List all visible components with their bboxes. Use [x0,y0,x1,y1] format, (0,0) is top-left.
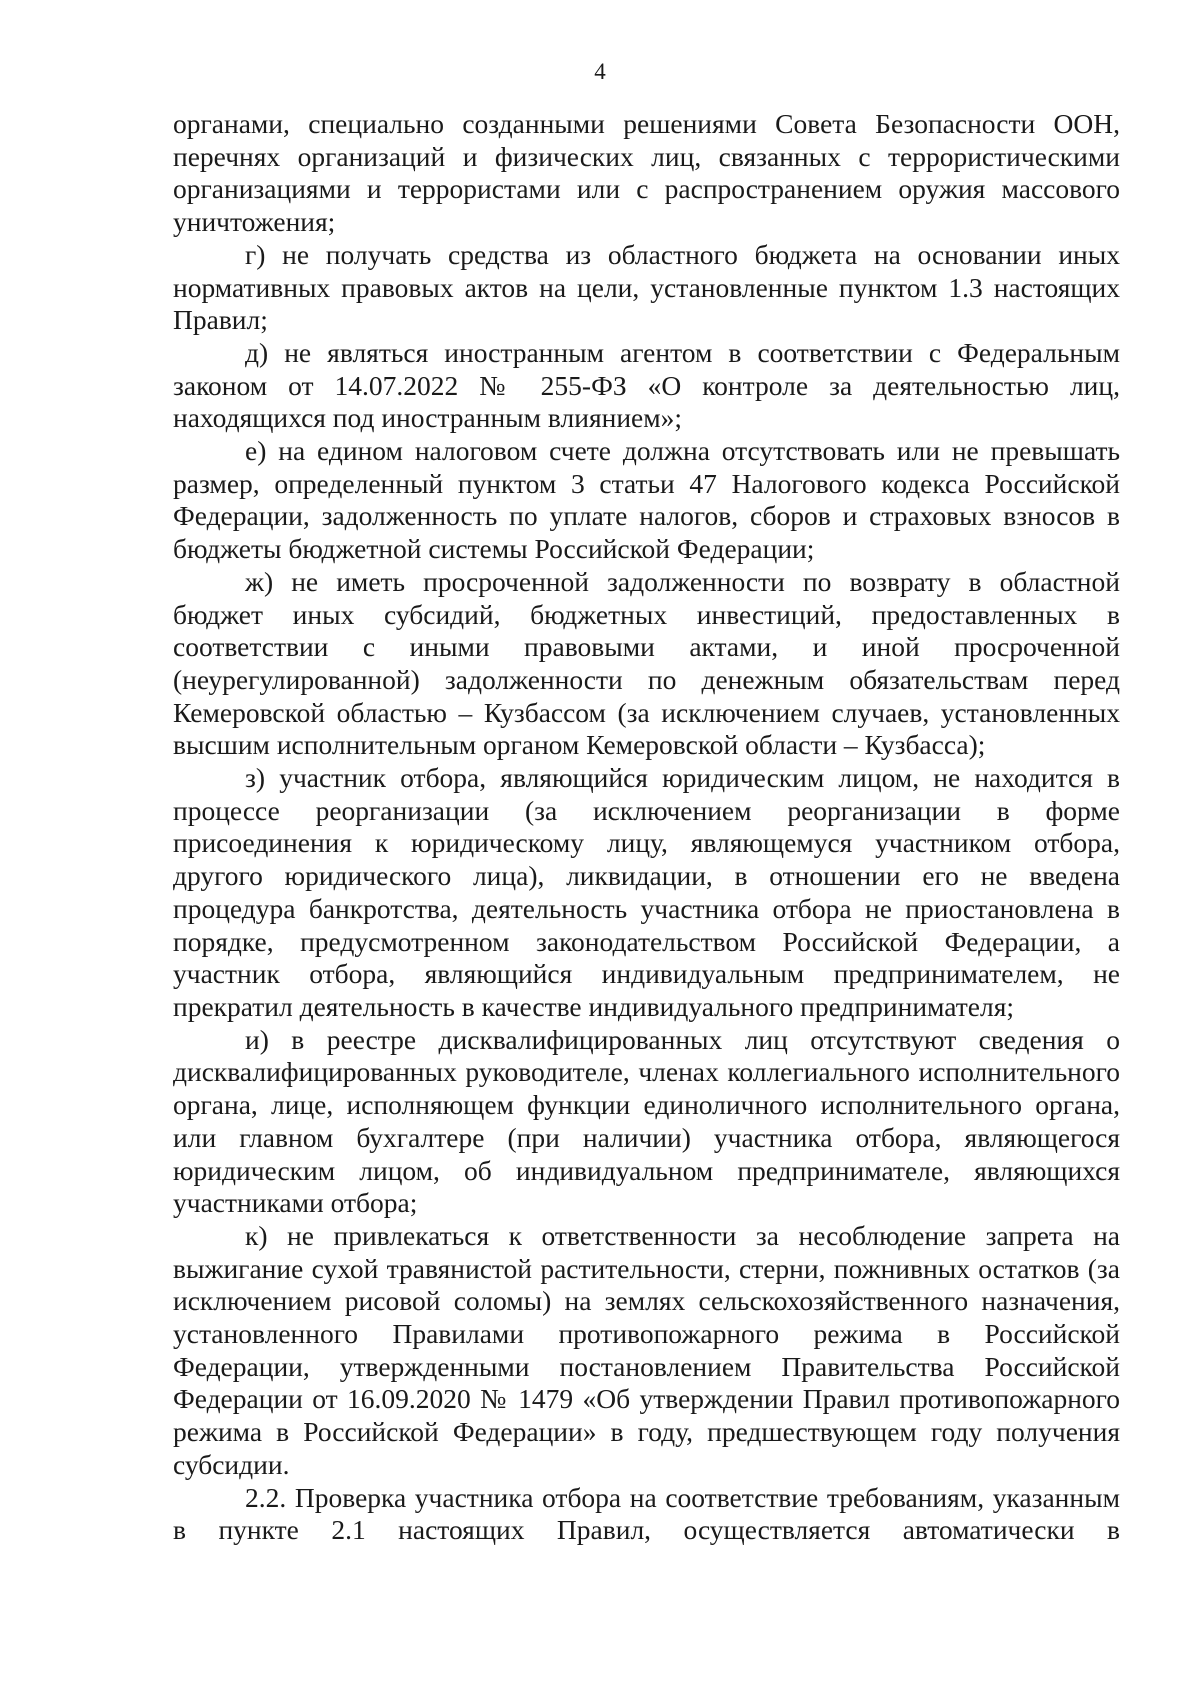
paragraph-clause-2-2: 2.2. Проверка участника отбора на соответствие требованиям, указанным в пункте 2.1 настоящих Правил, осуществляется автоматически в [173,1481,1120,1546]
paragraph-item-g: г) не получать средства из областного бюджета на основании иных нормативных правовых актов на цели, установленные пунктом 1.3 настоящих Правил; [173,238,1120,336]
paragraph-item-z: з) участник отбора, являющийся юридическим лицом, не находится в процессе реорганизации (за исключением реорганизации в форме присоединения к юридическому лицу, являющемуся участником отбора, другого юридического лица), ликвидации, в отношении его не введена процедура банкротства, деятельность участника отбора не приостановлена в порядке, предусмотренном законодательством Российской Федерации, а участник отбора, являющийся индивидуальным предпринимателем, не прекратил деятельность в качестве индивидуального предпринимателя; [173,762,1120,1022]
paragraph-item-zh: ж) не иметь просроченной задолженности по возврату в областной бюджет иных субсидий, бюджетных инвестиций, предоставленных в соответствии с иными правовыми актами, и иной просроченной (неурегулированной) задолженности по денежным обязательствам перед Кемеровской областью – Кузбассом (за исключением случаев, установленных высшим исполнительным органом Кемеровской области – Кузбасса); [173,565,1120,761]
document-body [173,108,1120,1547]
paragraph-item-k: к) не привлекаться к ответственности за несоблюдение запрета на выжигание сухой травянистой растительности, стерни, пожнивных остатков (за исключением рисовой соломы) на землях сельскохозяйственного назначения, установленного Правилами противопожарного режима в Российской Федерации, утвержденными постановлением Правительства Российской Федерации от 16.09.2020 № 1479 «Об утверждении Правил противопожарного режима в Российской Федерации» в году, предшествующем году получения субсидии. [173,1219,1120,1480]
paragraph-item-e: е) на едином налоговом счете должна отсутствовать или не превышать размер, определенный пунктом 3 статьи 47 Налогового кодекса Российской Федерации, задолженность по уплате налогов, сборов и страховых взносов в бюджеты бюджетной системы Российской Федерации; [173,435,1120,565]
paragraph-item-d: д) не являться иностранным агентом в соответствии с Федеральным законом от 14.07.2022 № 255-ФЗ «О контроле за деятельностью лиц, находящихся под иностранным влиянием»; [173,336,1120,434]
paragraph-continuation: органами, специально созданными решениями Совета Безопасности ООН, перечнях организаций и физических лиц, связанных с террористическими организациями и террористами или с распространением оружия массового уничтожения; [173,108,1120,238]
paragraph-item-i: и) в реестре дисквалифицированных лиц отсутствуют сведения о дисквалифицированных руководителе, членах коллегиального исполнительного органа, лице, исполняющем функции единоличного исполнительного органа, или главном бухгалтере (при наличии) участника отбора, являющегося юридическим лицом, об индивидуальном предпринимателе, являющихся участниками отбора; [173,1023,1120,1219]
page-number: 4 [594,59,606,84]
